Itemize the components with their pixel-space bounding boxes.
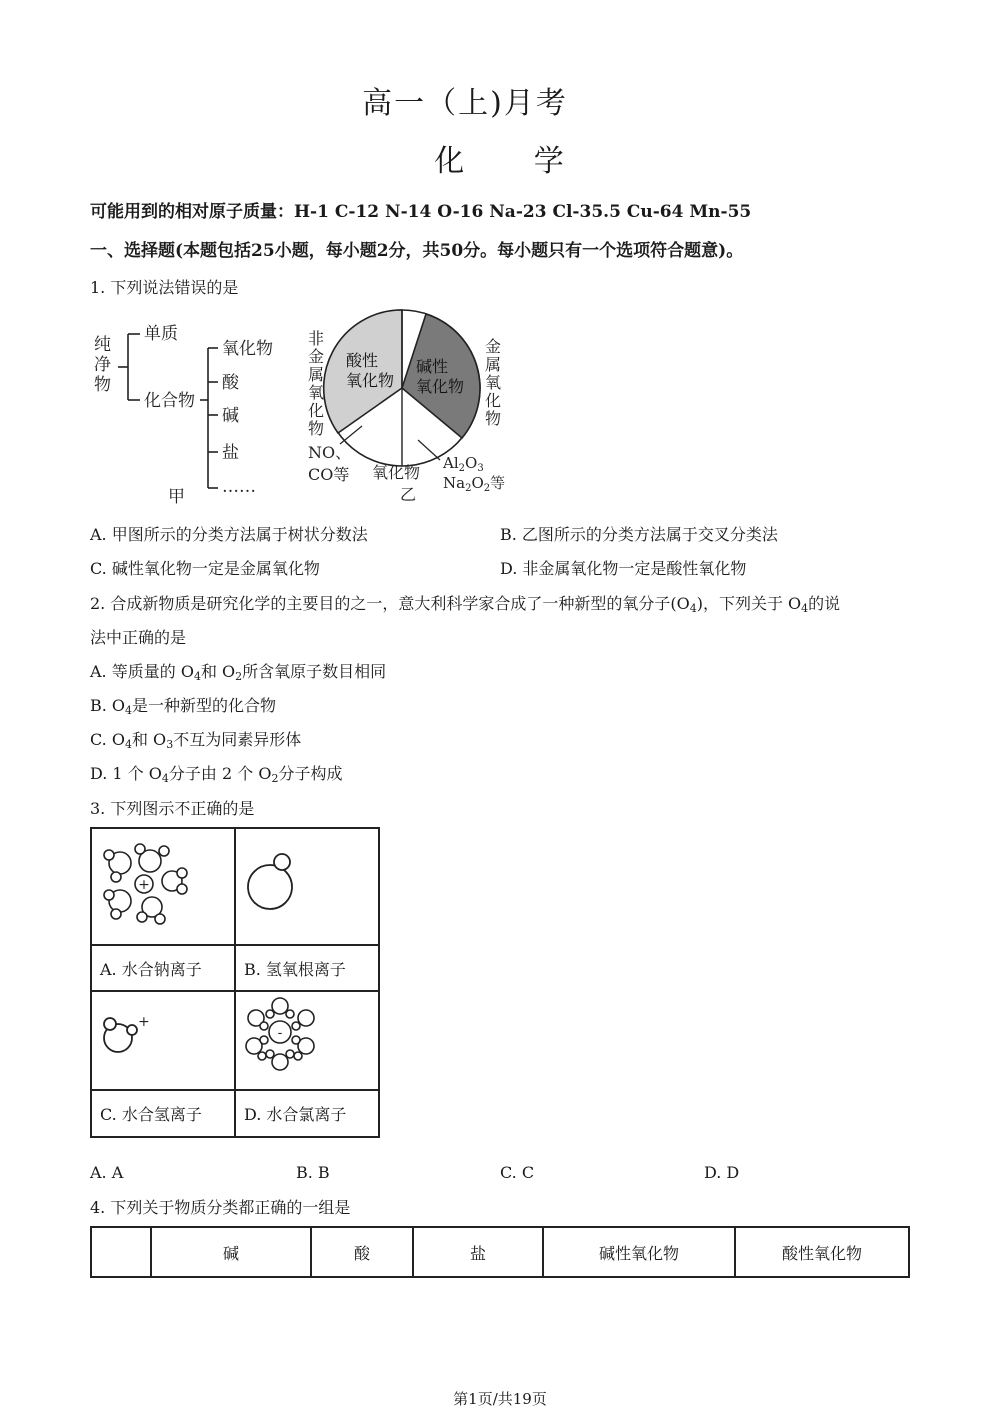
- q3-option-d: D. D: [704, 1163, 740, 1182]
- oxide-bottom-label: 氧化物: [372, 463, 421, 482]
- hydronium-ion-icon: [92, 992, 226, 1085]
- q3-stem: 3. 下列图示不正确的是: [90, 799, 255, 818]
- no-label: NO、: [308, 443, 352, 462]
- page-number: 第1页/共19页: [453, 1390, 547, 1408]
- svg-text:属: 属: [308, 365, 325, 384]
- basic-label-1: 碱性: [416, 357, 449, 376]
- q3-option-a: A. A: [90, 1163, 124, 1182]
- hydroxide-ion-icon: [236, 829, 370, 940]
- q3-figure-table: [90, 827, 380, 1138]
- q4-header-base: 碱: [151, 1227, 311, 1277]
- svg-text:化: 化: [308, 401, 325, 420]
- tree-item-base: 碱: [222, 406, 239, 426]
- non-metal-oxide-label: [308, 329, 324, 438]
- q1-option-b: B. 乙图所示的分类方法属于交叉分类法: [500, 525, 778, 544]
- metal-oxide-label: [485, 337, 501, 428]
- svg-text:化: 化: [485, 391, 502, 410]
- q1-stem: 1. 下列说法错误的是: [90, 278, 239, 297]
- svg-text:+: +: [138, 877, 150, 893]
- tree-root-char-2: 净: [94, 355, 111, 375]
- q3-caption-a: A. 水合钠离子: [91, 945, 235, 991]
- q3-caption-b: B. 氢氧根离子: [235, 945, 379, 991]
- q1-option-c: C. 碱性氧化物一定是金属氧化物: [90, 559, 320, 578]
- q2-option-d: D. 1 个 $O_4$分子由 2 个 $O_2$分子构成: [90, 764, 343, 785]
- q3-option-c: C. C: [500, 1163, 535, 1182]
- q1-option-d: D. 非金属氧化物一定是酸性氧化物: [500, 559, 747, 578]
- tree-single: 单质: [144, 324, 178, 344]
- q3-caption-d: D. 水合氯离子: [235, 1090, 379, 1137]
- acidic-label-1: 酸性: [346, 351, 379, 370]
- q2-stem: 2. 合成新物质是研究化学的主要目的之一，意大利科学家合成了一种新型的氧分子$(O_4)$，下列关于 $O_4$的说: [90, 594, 841, 615]
- tree-compound: 化合物: [144, 391, 195, 411]
- tree-item-salt: 盐: [222, 443, 239, 463]
- classification-tree-diagram: [88, 312, 288, 510]
- svg-text:金: 金: [308, 347, 325, 366]
- q3-pic-c: [91, 991, 235, 1090]
- tree-root-char-1: 纯: [94, 335, 111, 355]
- svg-text:非: 非: [308, 329, 325, 348]
- q3-pic-a: [91, 828, 235, 945]
- na2o2-label: $Na_2O_2$等: [443, 474, 506, 494]
- svg-text:属: 属: [485, 355, 502, 374]
- basic-label-2: 氧化物: [416, 377, 465, 396]
- acidic-label-2: 氧化物: [346, 371, 395, 390]
- subject-title: [0, 136, 1000, 180]
- q2-option-a: A. 等质量的 $O_4$和 $O_2$所含氧原子数目相同: [90, 662, 387, 683]
- q2-option-b: B. $O_4$是一种新型的化合物: [90, 696, 277, 717]
- svg-text:氧: 氧: [485, 373, 502, 392]
- q4-classification-table: [90, 1226, 910, 1278]
- q4-header-salt: 盐: [413, 1227, 543, 1277]
- q4-header-acid: 酸: [311, 1227, 413, 1277]
- svg-text:物: 物: [308, 419, 325, 438]
- q3-pic-d: [235, 991, 379, 1090]
- co-label: CO等: [308, 465, 350, 484]
- hydrated-sodium-ion-icon: [92, 829, 226, 940]
- svg-text:物: 物: [485, 409, 502, 428]
- cross-classification-pie-diagram: [300, 302, 515, 514]
- q3-option-b: B. B: [296, 1163, 330, 1182]
- tree-item-etc: ……: [222, 477, 256, 497]
- q4-header-basic-oxide: 碱性氧化物: [543, 1227, 735, 1277]
- q4-header-blank: [91, 1227, 151, 1277]
- svg-text:氧: 氧: [308, 383, 325, 402]
- q3-pic-b: [235, 828, 379, 945]
- tree-item-oxide: 氧化物: [222, 339, 273, 359]
- svg-text:+: +: [138, 1014, 150, 1030]
- q1-option-a: A. 甲图所示的分类方法属于树状分数法: [90, 525, 368, 544]
- diagram-yi-caption: 乙: [400, 485, 417, 504]
- exam-title: 高一（上)月考: [362, 86, 568, 121]
- al2o3-label: $Al_2O_3$: [443, 454, 484, 474]
- hydrated-chloride-ion-icon: [236, 992, 370, 1085]
- table-row: [91, 1227, 909, 1277]
- subject-char-2: 学: [533, 144, 566, 179]
- svg-text:-: -: [277, 1025, 283, 1041]
- section-one-heading: 一、选择题(本题包括25小题，每小题2分，共50分。每小题只有一个选项符合题意)。: [90, 241, 744, 261]
- atomic-masses: 可能用到的相对原子质量：H-1 C-12 N-14 O-16 Na-23 Cl-35.5 Cu-64 Mn-55: [90, 202, 752, 222]
- q2-option-c: C. $O_4$和 $O_3$不互为同素异形体: [90, 730, 302, 751]
- q4-header-acidic-oxide: 酸性氧化物: [735, 1227, 909, 1277]
- tree-item-acid: 酸: [222, 373, 239, 393]
- q4-stem: 4. 下列关于物质分类都正确的一组是: [90, 1198, 351, 1217]
- subject-char-1: 化: [434, 144, 467, 179]
- q3-caption-c: C. 水合氢离子: [91, 1090, 235, 1137]
- tree-root-char-3: 物: [94, 375, 111, 395]
- diagram-jia-caption: 甲: [168, 487, 185, 507]
- q2-stem-line2: 法中正确的是: [90, 628, 187, 647]
- svg-text:金: 金: [485, 337, 502, 356]
